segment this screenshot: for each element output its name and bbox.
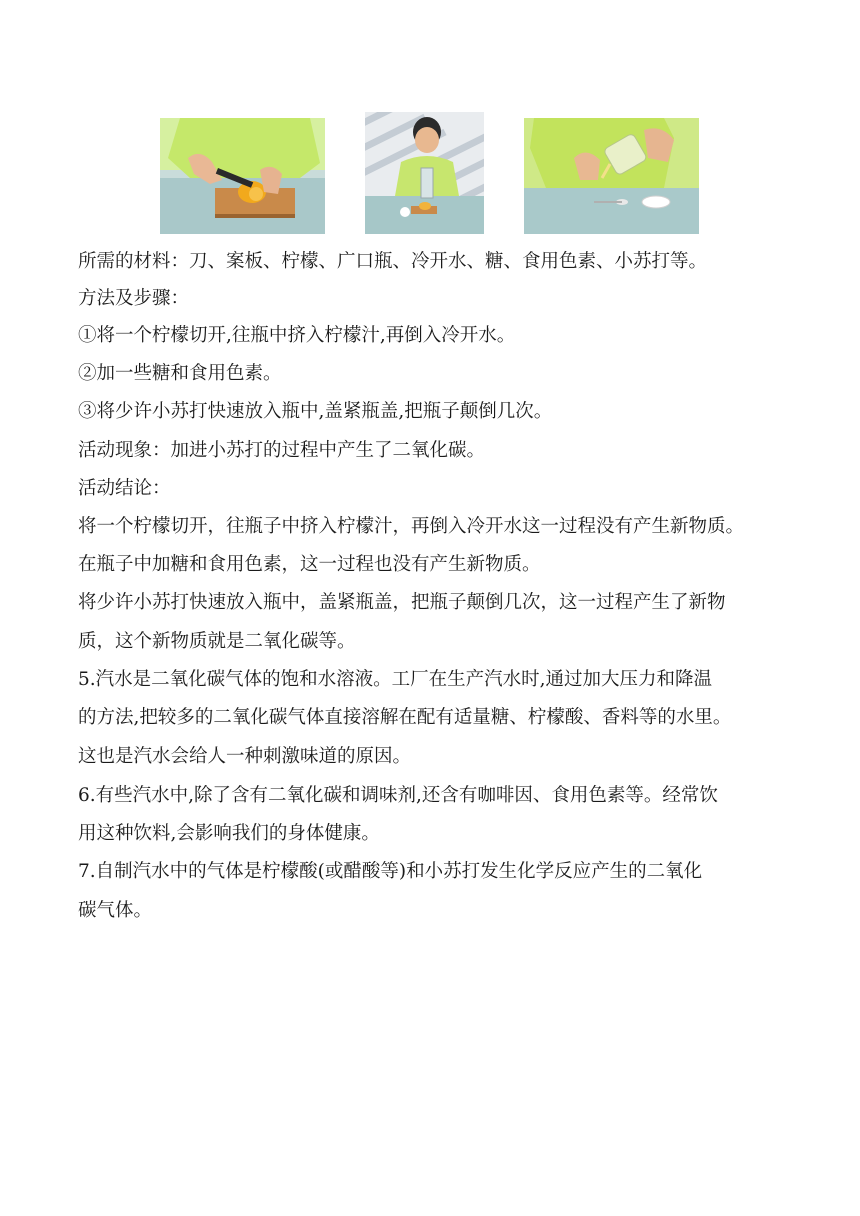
text-line: 这也是汽水会给人一种刺激味道的原因。 [78, 746, 412, 767]
text-line: 碳气体。 [78, 900, 153, 921]
text-line: 7.自制汽水中的气体是柠檬酸(或醋酸等)和小苏打发生化学反应产生的二氧化 [78, 861, 703, 882]
text-line: 在瓶子中加糖和食用色素，这一过程也没有产生新物质。 [78, 554, 541, 575]
text-line: ①将一个柠檬切开,往瓶中挤入柠檬汁,再倒入冷开水。 [78, 325, 516, 346]
photo-pouring-liquid [524, 118, 699, 234]
text-line: 质，这个新物质就是二氧化碳等。 [78, 631, 356, 652]
photo-cutting-lemon [160, 118, 325, 234]
text-line: ②加一些糖和食用色素。 [78, 363, 282, 384]
photo-boy-with-jar [365, 112, 484, 234]
text-line: 的方法,把较多的二氧化碳气体直接溶解在配有适量糖、柠檬酸、香料等的水里。 [78, 707, 732, 728]
text-line: 将一个柠檬切开，往瓶子中挤入柠檬汁，再倒入冷开水这一过程没有产生新物质。 [78, 516, 745, 537]
text-line: 将少许小苏打快速放入瓶中，盖紧瓶盖，把瓶子颠倒几次，这一过程产生了新物 [78, 592, 726, 613]
text-line: 活动现象：加进小苏打的过程中产生了二氧化碳。 [78, 440, 486, 461]
text-line: ③将少许小苏打快速放入瓶中,盖紧瓶盖,把瓶子颠倒几次。 [78, 401, 553, 422]
text-line: 用这种饮料,会影响我们的身体健康。 [78, 823, 380, 844]
text-line: 5.汽水是二氧化碳气体的饱和水溶液。工厂在生产汽水时,通过加大压力和降温 [78, 669, 713, 690]
text-line: 所需的材料：刀、案板、柠檬、广口瓶、冷开水、糖、食用色素、小苏打等。 [78, 251, 708, 272]
text-line: 方法及步骤： [78, 288, 190, 309]
text-line: 6.有些汽水中,除了含有二氧化碳和调味剂,还含有咖啡因、食用色素等。经常饮 [78, 785, 718, 806]
text-line: 活动结论： [78, 478, 171, 499]
